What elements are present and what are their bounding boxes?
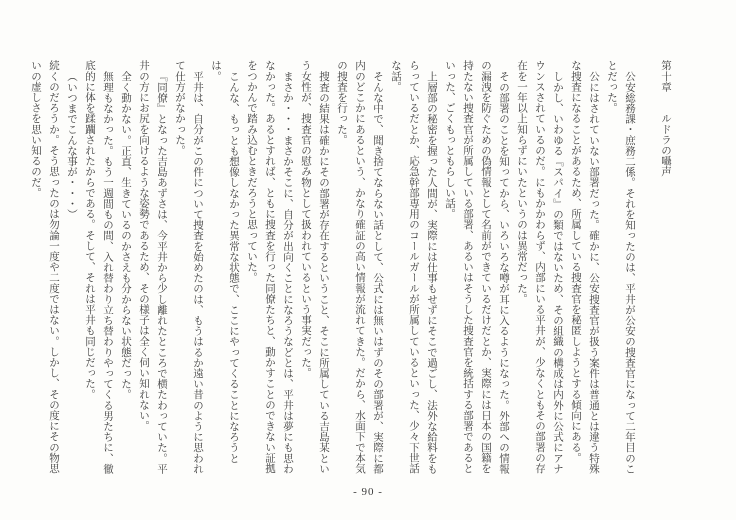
chapter-title: 第十章 ルドラの囁声 — [660, 60, 671, 177]
paragraph: 上層部の秘密を握った人間が、実際には仕事もせずにそこで過ごし、法外な給料をもらっているだとか、応急幹部専用のコールガールが所属しているといった、少々下世話な話。 — [390, 60, 437, 474]
paragraph: 捜査の結果は確かにその部署が存在するということ、そこに所属している吉島某という女性が、捜査官の慰み物として扱われているという事実だった。 — [300, 60, 329, 474]
paragraph: 全く動かない。正直、生きているのかさえも分からない状態だった。 — [120, 70, 131, 400]
paragraph: 平井は、自分がこの件について捜査を始めたのは、もうはるか遠い昔のように思われて仕方がなかった。 — [174, 60, 203, 474]
page-number: - 90 - — [353, 486, 383, 498]
paragraph: しかし、いわゆる『スパイ』の類ではないため、その組織の構成は内外に公式にアナウンスされているのだ。にもかかわらず、内部にいる平井が、少なくともその部署の存在を一年以上知らずにいたというのは異常だった。 — [516, 60, 563, 474]
paragraph: そんな中で、聞き捨てならない話として、公式には無いはずのその部署が、実際に都内のどこかにあるという、かなり確証の高い情報が流れてきた。だから、水面下で本気の捜査を行った。 — [336, 60, 383, 474]
text-body — [30, 60, 674, 474]
paragraph: 『同僚』となった吉島あずさは、今平井から少し離れたところで横たわっていた。平井の方にお尻を向けるような姿勢であるため、その様子は全く伺い知れない。 — [138, 60, 167, 474]
paragraph: 公安総務課・庶務二係。それを知ったのは、平井が公安の捜査官になって二年目のことだった。 — [606, 60, 635, 474]
paragraph: まさか・・・まさかそこに、自分が出向くことになろうなどとは、平井は夢にも思わなかった。あるとすれば、ともに捜査を行った同僚たちと、動かすことのできない証拠をつかんで踏み込むときだろうと思っていた。 — [246, 60, 293, 474]
paragraph: こんな、もっとも想像しなかった異常な状態で、ここにやってくることになろうとは。 — [210, 60, 239, 463]
paragraph: その部署のことを知ってから、いろいろな噂が耳に入るようになった。外部への情報の漏洩を防ぐための偽情報として名前ができているだけだとか、実際には日本の国籍を持たない捜査官が所属している部署、あるいはそうした捜査官を統括する部署であるといった、ごくもっともらしい話。 — [444, 60, 509, 474]
paragraph: 無理もなかった。もう一週間もの間、入れ替わり立ち替わりやってくる男たちに、徹底的に体を蹂躙されたからである。そして、それは平井も同じだった。 — [84, 60, 113, 474]
paragraph: 続くのだろうか。そう思ったのは勿論一度や二度ではない。しかし、その度にその物思いの虚しさを思い知るのだ。 — [30, 60, 59, 474]
paragraph-monologue: （いつまでこんな事が・・・） — [66, 70, 77, 219]
paragraph: 公にはされていない部署だった。確かに、公安捜査官が扱う案件は普通とは違う特殊な捜査になることがあるため、所属している捜査官を秘匿しようとする傾向にある。 — [570, 60, 599, 474]
